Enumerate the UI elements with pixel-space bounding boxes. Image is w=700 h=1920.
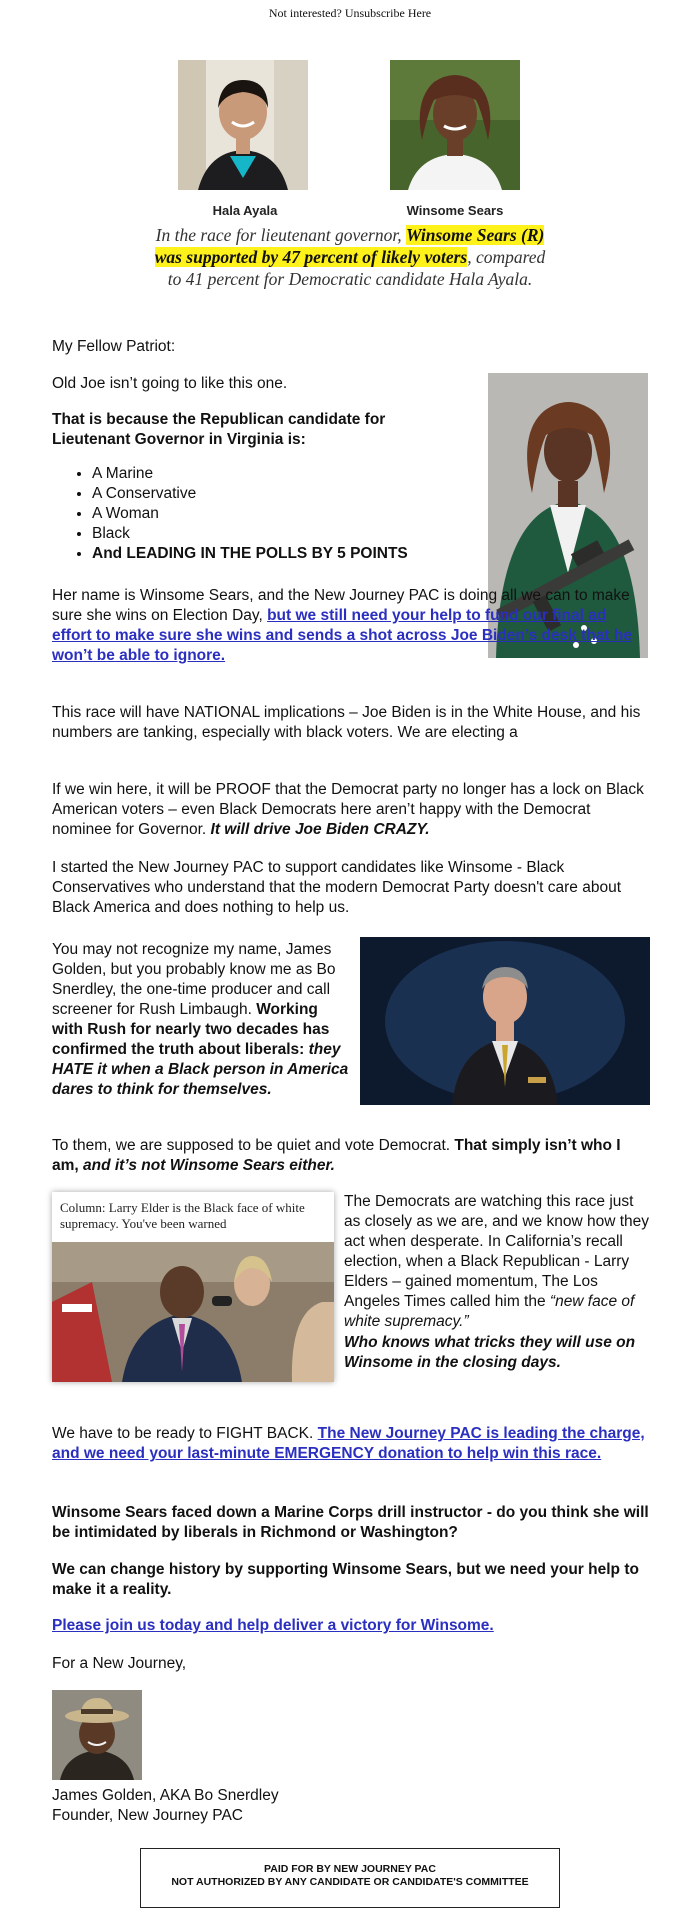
disclaimer-line-2: NOT AUTHORIZED BY ANY CANDIDATE OR CANDIDATE'S COMMITTEE xyxy=(171,1876,529,1888)
paragraph-5-emphasis: It will drive Joe Biden CRAZY. xyxy=(210,821,430,838)
paragraph-8-text: To them, we are supposed to be quiet and vote Democrat. xyxy=(52,1137,455,1154)
paragraph-9-text: The Democrats are watching this race just as closely as we are, and we know how they act when desperate. In California’s recall election, when a Black Republican - Larry Elders – gained momentum, The Los Angeles Times called him the xyxy=(344,1193,649,1310)
paragraph-7-bold: Working with Rush for nearly two decades has confirmed the truth about liberals: xyxy=(52,1001,330,1058)
paragraph-13: We can change history by supporting Winsome Sears, but we need your help to make it a reality. xyxy=(52,1561,639,1598)
paragraph-10: Who knows what tricks they will use on Winsome in the closing days. xyxy=(344,1334,636,1371)
paragraph-5 xyxy=(52,780,650,840)
fund-ad-link[interactable]: but we still need your help to fund our final ad effort to make sure she wins and sends a shot across Joe Biden’s desk that he won’t be able to ignore. xyxy=(52,607,632,664)
unsubscribe-bar xyxy=(0,6,700,21)
signature-name: James Golden, AKA Bo Snerdley xyxy=(52,1787,279,1804)
list-item: • A Woman xyxy=(92,504,408,524)
paragraph-9 xyxy=(344,1192,649,1332)
paragraph-8 xyxy=(52,1136,650,1176)
signature-title: Founder, New Journey PAC xyxy=(52,1807,243,1824)
paragraph-2: That is because the Republican candidate for Lieutenant Governor in Virginia is: xyxy=(52,411,386,448)
winsome-sears-name: Winsome Sears xyxy=(406,203,504,218)
paragraph-6: I started the New Journey PAC to support candidates like Winsome - Black Conservatives who understand that the modern Democrat Party doesn't care about Black America and does nothing to help us. xyxy=(52,859,622,916)
list-item: • Black xyxy=(92,524,408,544)
paragraph-7 xyxy=(52,940,350,1100)
greeting: My Fellow Patriot: xyxy=(52,338,176,355)
paragraph-11-text: We have to be ready to FIGHT BACK. xyxy=(52,1425,318,1442)
paragraph-8-bold: That simply isn’t who I am, xyxy=(52,1137,621,1174)
rush-limbaugh-photo xyxy=(360,937,650,1105)
paragraph-3-text: Her name is Winsome Sears, and the New Journey PAC is doing all we can to make sure she wins on Election Day, xyxy=(52,587,630,624)
hala-ayala-photo xyxy=(178,60,308,190)
paragraph-8-bold-italic: and it’s not Winsome Sears either. xyxy=(83,1157,335,1174)
candidate-bullet-list xyxy=(52,464,408,564)
headline-text-start: In the race for lieutenant governor, xyxy=(155,225,406,245)
winsome-sears-photo xyxy=(390,60,520,190)
paragraph-3 xyxy=(52,586,642,666)
unsubscribe-link[interactable]: Not interested? Unsubscribe Here xyxy=(268,6,432,20)
paragraph-7-text: You may not recognize my name, James Golden, but you probably know me as Bo Snerdley, the one-time producer and call screener for Rush Limbaugh. xyxy=(52,941,336,1018)
paragraph-4: This race will have NATIONAL implications – Joe Biden is in the White House, and his numbers are tanking, especially with black voters. We are electing a xyxy=(52,704,641,741)
clipping-headline-line-1: Column: Larry Elder is the Black face of white xyxy=(60,1200,305,1215)
larry-elder-rally-image xyxy=(52,1242,334,1382)
disclaimer-line-1: PAID FOR BY NEW JOURNEY PAC xyxy=(264,1863,436,1875)
list-item: • A Marine xyxy=(92,464,408,484)
clipping-headline xyxy=(60,1200,328,1232)
clipping-headline-line-2: supremacy. You've been warned xyxy=(60,1216,227,1231)
paragraph-14 xyxy=(52,1616,652,1636)
paragraph-12: Winsome Sears faced down a Marine Corps drill instructor - do you think she will be intimidated by liberals in Richmond or Washington? xyxy=(52,1504,649,1541)
paragraph-1: Old Joe isn’t going to like this one. xyxy=(52,375,288,392)
paragraph-11 xyxy=(52,1424,652,1464)
hala-ayala-name: Hala Ayala xyxy=(212,203,278,218)
james-golden-photo xyxy=(52,1690,142,1780)
paragraph-7-bold-italic: they HATE it when a Black person in America dares to think for themselves. xyxy=(52,1041,349,1098)
headline-highlight: Winsome Sears (R) was supported by 47 percent of likely voters xyxy=(154,225,545,267)
list-item: • And LEADING IN THE POLLS BY 5 POINTS xyxy=(92,544,408,564)
paragraph-5-text: If we win here, it will be PROOF that the Democrat party no longer has a lock on Black American voters – even Black Democrats here aren’t happy with the Democrat nominee for Governor. xyxy=(52,781,644,838)
paid-for-disclaimer xyxy=(140,1848,560,1908)
la-times-clipping xyxy=(52,1192,334,1382)
emergency-donation-link[interactable]: The New Journey PAC is leading the charge, and we need your last-minute EMERGENCY donation to help win this race. xyxy=(52,1425,645,1462)
list-item: • A Conservative xyxy=(92,484,408,504)
paragraph-9-quote: “new face of white supremacy.” xyxy=(344,1293,635,1330)
join-victory-link[interactable]: Please join us today and help deliver a victory for Winsome. xyxy=(52,1617,494,1634)
closing: For a New Journey, xyxy=(52,1655,187,1672)
poll-headline xyxy=(150,224,550,290)
headline-text-end: , compared to 41 percent for Democratic candidate Hala Ayala. xyxy=(167,247,546,289)
